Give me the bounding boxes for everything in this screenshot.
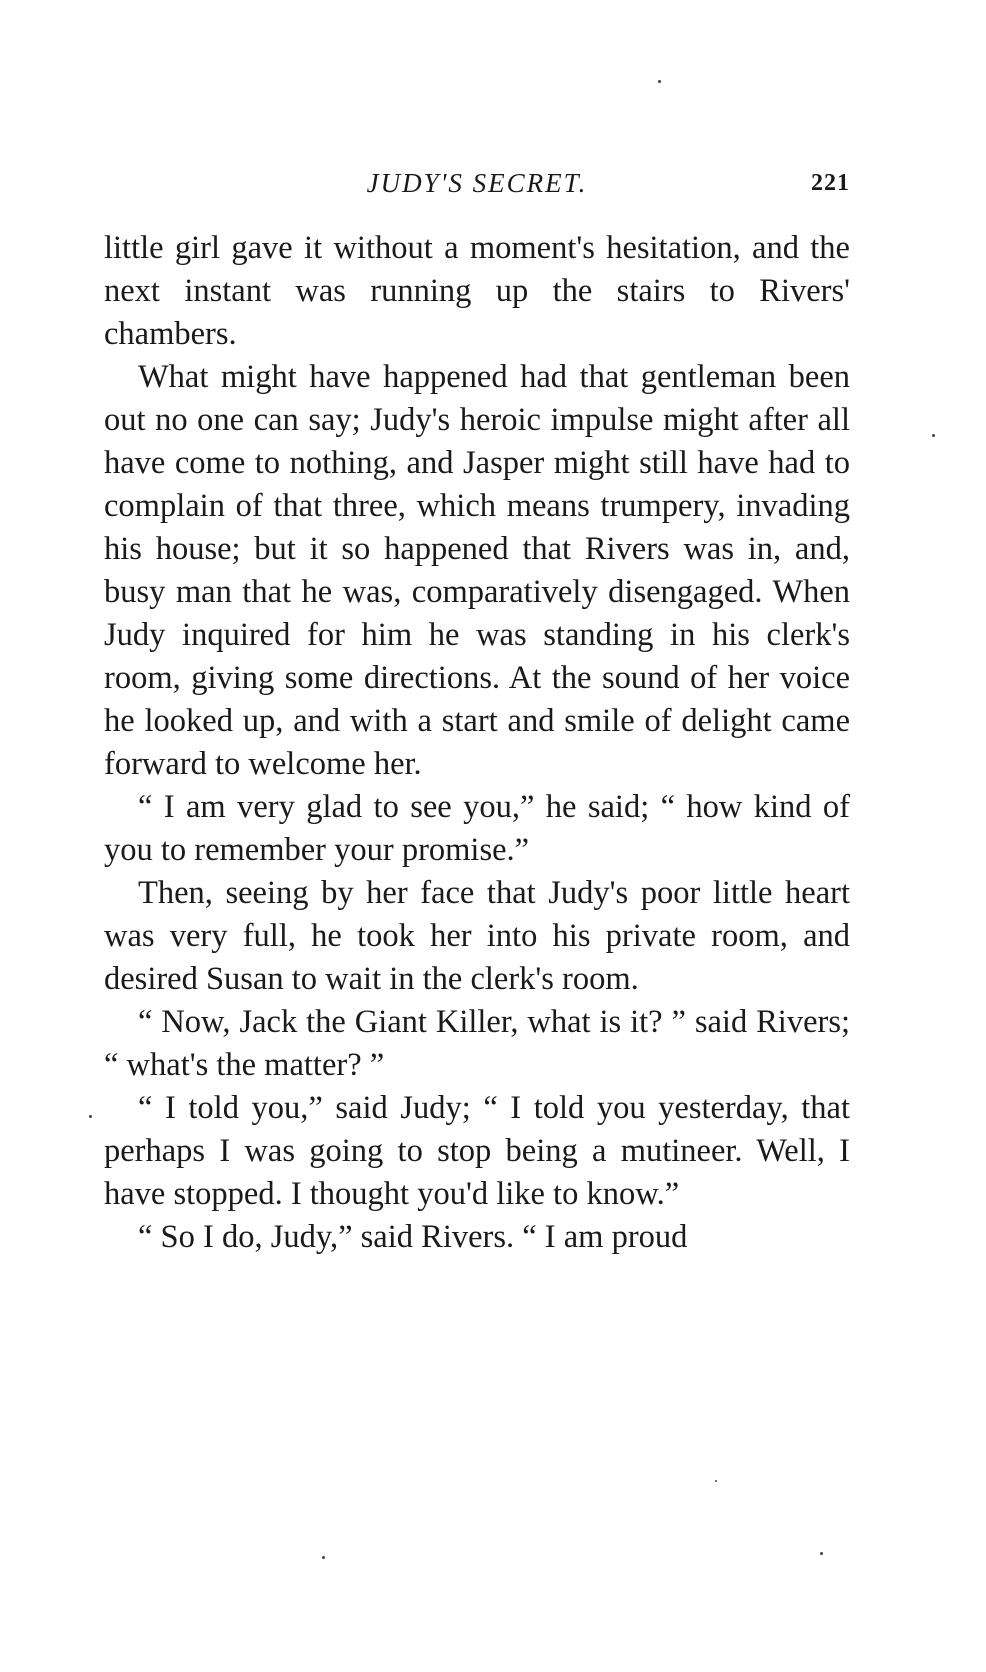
body-text [104, 227, 850, 1259]
paragraph: Then, seeing by her face that Judy's poor little heart was very full, he took her into his private room, and desired Susan to wait in the clerk's room. [104, 875, 850, 997]
paragraph: “ I am very glad to see you,” he said; “ how kind of you to remember your promise.” [104, 789, 850, 868]
scan-speck [89, 1115, 92, 1118]
paragraph: “ So I do, Judy,” said Rivers. “ I am proud [138, 1219, 688, 1255]
paragraph: “ Now, Jack the Giant Killer, what is it? ” said Rivers; “ what's the matter? ” [104, 1004, 850, 1083]
paragraph: little girl gave it without a moment's hesitation, and the next instant was running up the stairs to Rivers' chambers. [104, 230, 850, 352]
running-head-title: JUDY'S SECRET. [366, 168, 588, 198]
page-number: 221 [811, 170, 850, 196]
paragraph: “ I told you,” said Judy; “ I told you yesterday, that perhaps I was going to stop being a mutineer. Well, I have stopped. I thought you'd like to know.” [104, 1090, 850, 1212]
scan-speck [715, 1480, 717, 1482]
running-head [104, 168, 850, 208]
scan-speck [658, 80, 661, 83]
scan-speck [932, 434, 935, 437]
scan-speck [820, 1552, 823, 1555]
paragraph: What might have happened had that gentleman been out no one can say; Judy's heroic impulse might after all have come to nothing, and Jasper might still have had to complain of that three, which means trumpery, invading his house; but it so happened that Rivers was in, and, busy man that he was, comparatively disengaged. When Judy inquired for him he was standing in his clerk's room, giving some directions. At the sound of her voice he looked up, and with a start and smile of delight came forward to welcome her. [104, 359, 850, 782]
scan-speck [322, 1556, 325, 1559]
